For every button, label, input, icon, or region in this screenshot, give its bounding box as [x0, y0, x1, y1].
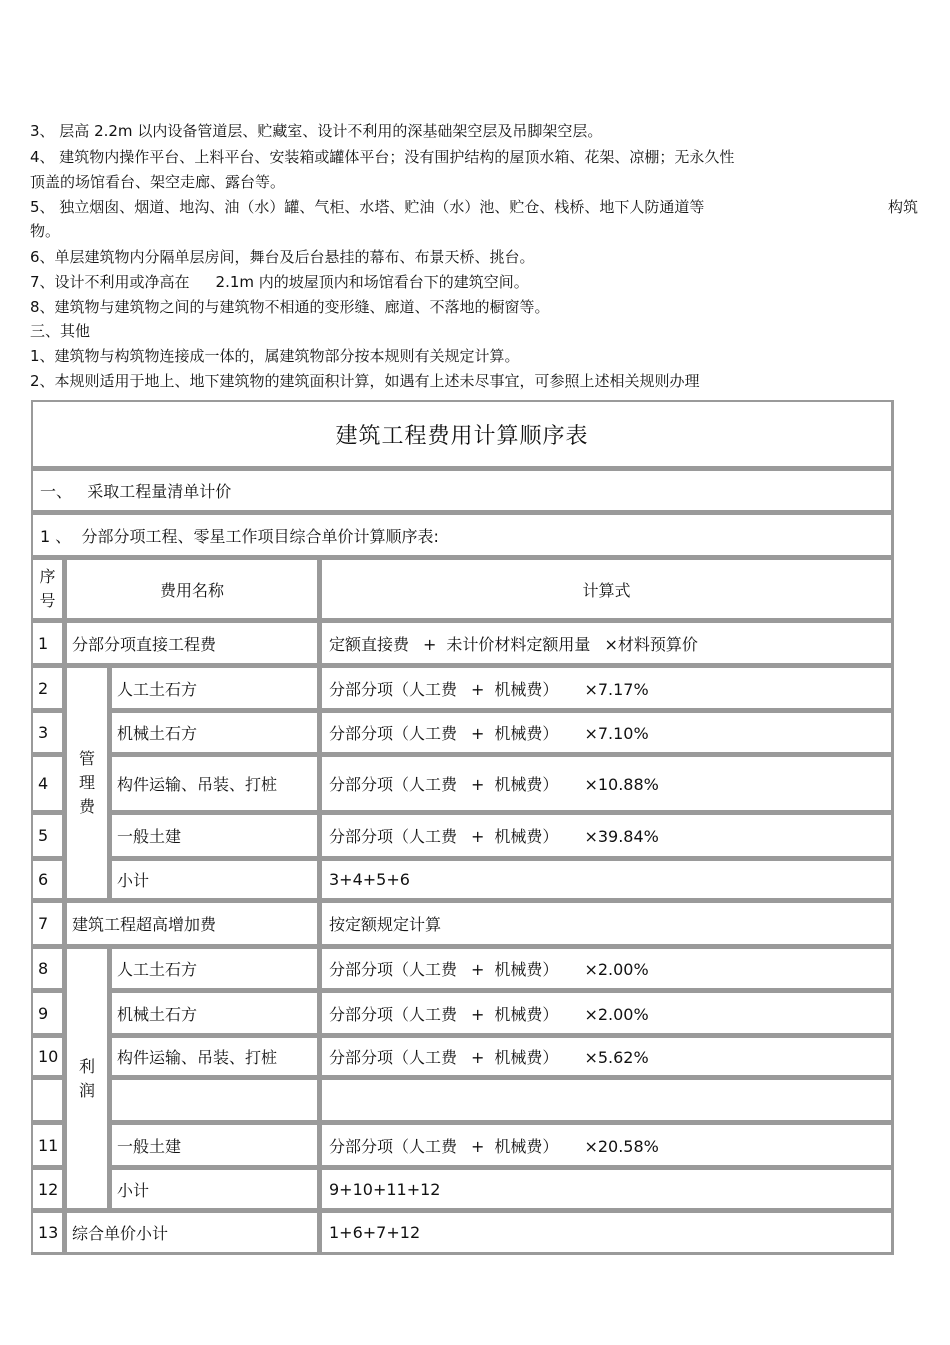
text-line-other-1: 1、建筑物与构筑物连接成一体的，属建筑物部分按本规则有关规定计算。 [30, 347, 520, 365]
table-row-seq-empty [31, 1078, 65, 1123]
header-formula-text: 计算式 [582, 580, 631, 600]
plus-sign: + [423, 634, 437, 654]
formula-1-part1: 定额直接费 [329, 634, 410, 654]
table-subsection-text: 1 、 分部分项工程、零星工作项目综合单价计算顺序表: [40, 526, 439, 546]
formula-2-part1: 分部分项（人工费 [329, 679, 458, 699]
formula-10 [322, 1045, 649, 1068]
table-row-seq [31, 666, 65, 711]
formula-11 [322, 1134, 659, 1157]
table-row-seq [31, 755, 65, 813]
name-1: 分部分项直接工程费 [72, 634, 217, 654]
text-line-6: 6、单层建筑物内分隔单层房间，舞台及后台悬挂的幕布、布景天桥、挑台。 [30, 248, 535, 266]
text-line-other-2: 2、本规则适用于地上、地下建筑物的建筑面积计算，如遇有上述未尽事宜，可参照上述相关规则办理 [30, 372, 700, 390]
formula-1 [322, 632, 698, 655]
name-7: 建筑工程超高增加费 [72, 915, 217, 934]
seq-6: 6 [38, 870, 49, 889]
seq-7: 7 [38, 914, 49, 933]
formula-2-part3: ×7.17% [584, 679, 649, 699]
plus-sign: + [471, 827, 485, 846]
text-line-7a: 7、设计不利用或净高在 [30, 273, 190, 291]
seq-8: 8 [38, 959, 49, 978]
plus-sign: + [471, 1136, 485, 1156]
table-row-formula [320, 621, 894, 666]
formula-4 [322, 772, 659, 795]
table-row-name [110, 755, 320, 813]
table-row-name [110, 1036, 320, 1078]
name-13: 综合单价小计 [72, 1224, 169, 1243]
group-profit-text: 利润 [78, 1056, 95, 1100]
table-row-seq [31, 859, 65, 901]
formula-4-part3: ×10.88% [584, 775, 659, 794]
name-11: 一般土建 [117, 1136, 182, 1156]
formula-6: 3+4+5+6 [329, 870, 410, 889]
table-row-name [65, 621, 320, 666]
text-line-5a [30, 197, 918, 217]
table-title [31, 400, 894, 469]
plus-sign: + [471, 1048, 485, 1067]
plus-sign: + [471, 1004, 485, 1024]
text-line-4b: 顶盖的场馆看台、架空走廊、露台等。 [30, 173, 286, 191]
seq-12: 12 [38, 1179, 59, 1199]
formula-4-part2: 机械费） [494, 775, 559, 794]
plus-sign: + [471, 724, 485, 743]
table-row-seq [31, 1168, 65, 1211]
formula-8 [322, 957, 649, 980]
formula-1-part2: 未计价材料定额用量 [446, 634, 591, 654]
group-management-fee [65, 666, 110, 901]
table-row-formula [320, 813, 894, 859]
table-row-formula [320, 1123, 894, 1168]
formula-8-part2: 机械费） [494, 960, 559, 979]
formula-13: 1+6+7+12 [329, 1223, 421, 1242]
header-formula [320, 558, 894, 621]
name-3: 机械土石方 [117, 724, 198, 743]
header-name [65, 558, 320, 621]
formula-3-part3: ×7.10% [584, 724, 649, 743]
table-row-name [65, 1211, 320, 1255]
table-section-text: 一、 采取工程量清单计价 [40, 482, 232, 501]
table-row-seq [31, 711, 65, 755]
formula-5-part1: 分部分项（人工费 [329, 827, 458, 846]
formula-9-part3: ×2.00% [584, 1004, 649, 1024]
header-seq [31, 558, 65, 621]
text-line-5a-main: 5、 独立烟囱、烟道、地沟、油（水）罐、气柜、水塔、贮油（水）池、贮仓、栈桥、地下人防通道等 [30, 198, 705, 216]
seq-5: 5 [38, 826, 49, 845]
header-name-text: 费用名称 [159, 580, 224, 600]
table-row-name [110, 859, 320, 901]
text-line-8: 8、建筑物与建筑物之间的与建筑物不相通的变形缝、廊道、不落地的橱窗等。 [30, 298, 550, 316]
table-subsection [31, 513, 894, 558]
plus-sign: + [471, 679, 485, 699]
formula-11-part1: 分部分项（人工费 [329, 1136, 458, 1156]
name-4: 构件运输、吊装、打桩 [117, 775, 278, 794]
formula-9-part1: 分部分项（人工费 [329, 1004, 458, 1024]
formula-5-part2: 机械费） [494, 827, 559, 846]
section-heading-other: 三、其他 [30, 322, 91, 340]
table-row-seq [31, 1211, 65, 1255]
name-12: 小计 [117, 1180, 150, 1200]
group-management-fee-text: 管理费 [78, 749, 95, 816]
formula-11-part3: ×20.58% [584, 1136, 659, 1156]
table-row-formula [320, 1036, 894, 1078]
text-line-3: 3、 层高 2.2m 以内设备管道层、贮藏室、设计不利用的深基础架空层及吊脚架空层。 [30, 122, 603, 140]
seq-1: 1 [38, 633, 49, 653]
table-row-seq [31, 621, 65, 666]
table-row-name [110, 666, 320, 711]
plus-sign: + [471, 775, 485, 794]
table-row-formula [320, 991, 894, 1036]
plus-sign: + [471, 960, 485, 979]
table-row-formula [320, 901, 894, 947]
name-6: 小计 [117, 871, 150, 890]
formula-2-part2: 机械费） [494, 679, 559, 699]
formula-5-part3: ×39.84% [584, 827, 659, 846]
table-row-seq [31, 947, 65, 991]
table-row-name [110, 711, 320, 755]
formula-2 [322, 677, 649, 700]
group-profit [65, 947, 110, 1211]
text-line-5a-tail: 构筑 [887, 198, 918, 216]
formula-10-part2: 机械费） [494, 1048, 559, 1067]
table-row-seq [31, 813, 65, 859]
text-line-7b: 2.1m 内的坡屋顶内和场馆看台下的建筑空间。 [215, 273, 529, 291]
table-row-name [110, 1168, 320, 1211]
seq-3: 3 [38, 723, 49, 742]
name-5: 一般土建 [117, 827, 182, 846]
table-title-text: 建筑工程费用计算顺序表 [335, 423, 589, 449]
table-row-name [110, 813, 320, 859]
seq-2: 2 [38, 678, 49, 698]
seq-4: 4 [38, 774, 49, 793]
formula-7: 按定额规定计算 [329, 915, 442, 934]
formula-5 [322, 824, 659, 847]
table-row-formula-empty [320, 1078, 894, 1123]
table-row-seq [31, 991, 65, 1036]
formula-1-part3: ×材料预算价 [604, 634, 698, 654]
table-row-seq [31, 1123, 65, 1168]
table-row-seq [31, 1036, 65, 1078]
formula-12: 9+10+11+12 [329, 1179, 441, 1199]
table-row-name-empty [110, 1078, 320, 1123]
formula-8-part3: ×2.00% [584, 960, 649, 979]
table-row-formula [320, 666, 894, 711]
name-10: 构件运输、吊装、打桩 [117, 1048, 278, 1067]
table-row-seq [31, 901, 65, 947]
formula-9 [322, 1002, 649, 1025]
formula-10-part3: ×5.62% [584, 1048, 649, 1067]
table-row-formula [320, 947, 894, 991]
table-row-formula [320, 859, 894, 901]
formula-9-part2: 机械费） [494, 1004, 559, 1024]
formula-11-part2: 机械费） [494, 1136, 559, 1156]
header-seq-text: 序号 [39, 567, 56, 610]
table-row-formula [320, 1211, 894, 1255]
text-line-7 [30, 272, 529, 292]
text-line-5b: 物。 [30, 222, 61, 240]
formula-3 [322, 721, 649, 744]
table-row-name [65, 901, 320, 947]
table-row-name [110, 1123, 320, 1168]
seq-11: 11 [38, 1135, 59, 1155]
text-line-4a: 4、 建筑物内操作平台、上料平台、安装箱或罐体平台；没有围护结构的屋顶水箱、花架、凉棚；无永久性 [30, 148, 735, 166]
formula-3-part1: 分部分项（人工费 [329, 724, 458, 743]
seq-9: 9 [38, 1003, 49, 1023]
name-2: 人工土石方 [117, 679, 198, 699]
formula-8-part1: 分部分项（人工费 [329, 960, 458, 979]
seq-10: 10 [38, 1047, 59, 1066]
table-row-formula [320, 755, 894, 813]
table-row-name [110, 991, 320, 1036]
fee-calculation-table [31, 400, 894, 1255]
seq-13: 13 [38, 1223, 59, 1242]
formula-10-part1: 分部分项（人工费 [329, 1048, 458, 1067]
table-row-formula [320, 1168, 894, 1211]
table-row-formula [320, 711, 894, 755]
formula-3-part2: 机械费） [494, 724, 559, 743]
table-section [31, 469, 894, 513]
name-9: 机械土石方 [117, 1004, 198, 1024]
formula-4-part1: 分部分项（人工费 [329, 775, 458, 794]
name-8: 人工土石方 [117, 960, 198, 979]
table-row-name [110, 947, 320, 991]
